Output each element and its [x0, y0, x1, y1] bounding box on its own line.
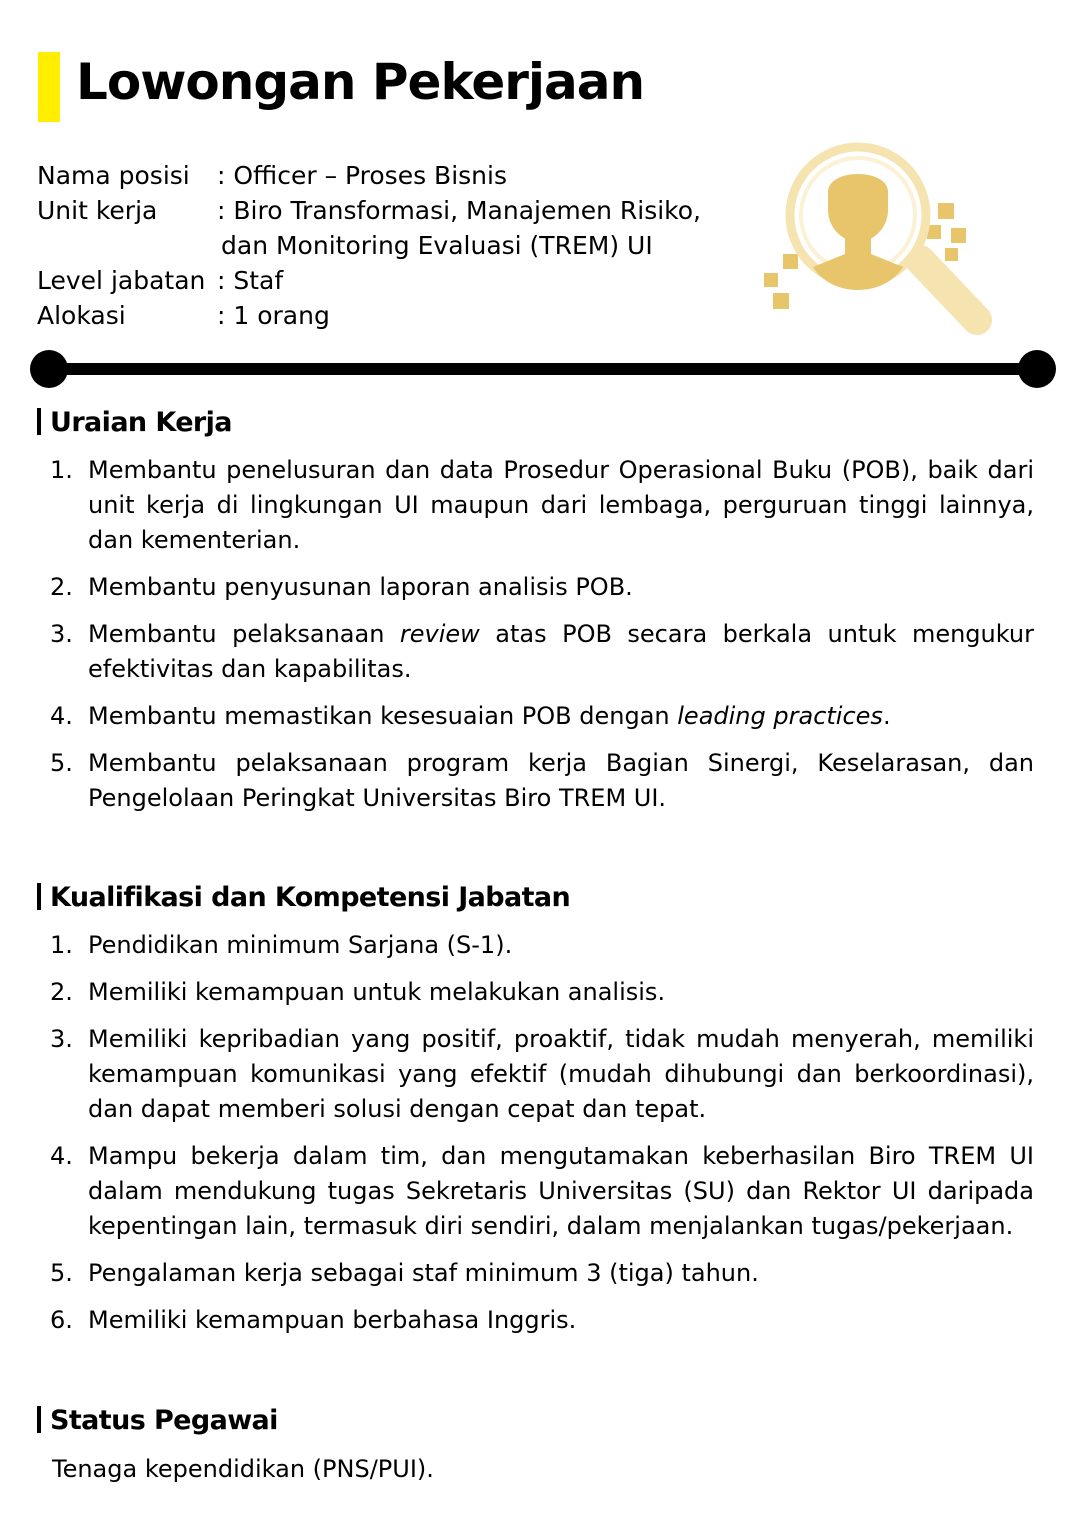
info-label: Level jabatan — [37, 266, 206, 295]
list-number: 4. — [50, 1142, 73, 1170]
list-number: 2. — [50, 573, 73, 601]
section-heading-status — [37, 1403, 278, 1439]
magnifier-handle — [920, 260, 977, 320]
list-item — [50, 1256, 1034, 1291]
text-segment: Membantu memastikan kesesuaian POB dengan — [88, 702, 678, 730]
list-number: 1. — [50, 931, 73, 959]
info-value: : 1 orang — [217, 301, 330, 330]
list-text: Memiliki kemampuan berbahasa Inggris. — [88, 1306, 577, 1334]
info-row-level — [37, 263, 701, 298]
list-text: Memiliki kepribadian yang positif, proaktif, tidak mudah menyerah, memiliki kemampuan komunikasi yang efektif (mudah dihubungi dan berkoordinasi), dan dapat memberi solusi dengan cepat dan tepat. — [88, 1025, 1034, 1123]
text-segment: Membantu pelaksanaan — [88, 620, 400, 648]
text-segment: atas POB secara berkala untuk mengukur efektivitas dan kapabilitas. — [88, 620, 1034, 683]
list-number: 2. — [50, 978, 73, 1006]
info-value-continuation: dan Monitoring Evaluasi (TREM) UI — [221, 231, 653, 260]
info-value: : Biro Transformasi, Manajemen Risiko, — [217, 196, 701, 225]
heading-text: Uraian Kerja — [50, 407, 232, 438]
heading-bar — [37, 883, 41, 910]
list-number: 3. — [50, 620, 73, 648]
heading-text: Status Pegawai — [50, 1405, 278, 1436]
list-text: Membantu pelaksanaan program kerja Bagian Sinergi, Keselarasan, dan Pengelolaan Peringkat Universitas Biro TREM UI. — [88, 749, 1034, 812]
emphasis-text: review — [399, 620, 480, 648]
list-item — [50, 570, 1034, 605]
list-item — [50, 975, 1034, 1010]
divider-dot-left — [30, 350, 68, 388]
list-item — [50, 928, 1034, 963]
text-segment: . — [882, 702, 891, 730]
list-number: 5. — [50, 1259, 73, 1287]
info-row-allocation — [37, 298, 701, 333]
info-row-unit — [37, 193, 701, 263]
list-text — [88, 699, 1034, 734]
list-text: Pendidikan minimum Sarjana (S-1). — [88, 931, 513, 959]
list-text: Pengalaman kerja sebagai staf minimum 3 (tiga) tahun. — [88, 1259, 759, 1287]
magnifier-person-icon — [755, 130, 1005, 345]
list-number: 4. — [50, 702, 73, 730]
section-heading-duties — [37, 405, 232, 441]
title-accent-bar — [38, 52, 60, 122]
heading-text: Kualifikasi dan Kompetensi Jabatan — [50, 882, 571, 913]
list-number: 6. — [50, 1306, 73, 1334]
page-title: Lowongan Pekerjaan — [76, 53, 645, 111]
divider-dot-right — [1018, 350, 1056, 388]
info-value: : Officer – Proses Bisnis — [217, 161, 507, 190]
info-value: : Staf — [217, 266, 284, 295]
list-item — [50, 699, 1034, 734]
list-number: 5. — [50, 749, 73, 777]
info-label: Nama posisi — [37, 161, 190, 190]
heading-bar — [37, 408, 41, 435]
position-info — [37, 158, 701, 333]
list-text: Membantu penelusuran dan data Prosedur Operasional Buku (POB), baik dari unit kerja di lingkungan UI maupun dari lembaga, perguruan tinggi lainnya, dan kementerian. — [88, 456, 1034, 554]
info-label: Unit kerja — [37, 196, 158, 225]
info-row-position — [37, 158, 701, 193]
heading-bar — [37, 1406, 41, 1433]
list-item — [50, 617, 1034, 687]
list-item — [50, 1139, 1034, 1244]
status-text: Tenaga kependidikan (PNS/PUI). — [52, 1455, 434, 1483]
divider-line — [48, 363, 1038, 375]
list-text: Memiliki kemampuan untuk melakukan analisis. — [88, 978, 666, 1006]
info-label: Alokasi — [37, 301, 126, 330]
divider-timeline — [30, 350, 1056, 388]
section-heading-qualifications — [37, 880, 570, 916]
list-item — [50, 453, 1034, 558]
list-number: 1. — [50, 456, 73, 484]
list-item — [50, 1022, 1034, 1127]
list-number: 3. — [50, 1025, 73, 1053]
list-item — [50, 1303, 1034, 1338]
list-item — [50, 746, 1034, 816]
list-text: Membantu penyusunan laporan analisis POB. — [88, 573, 633, 601]
list-text: Mampu bekerja dalam tim, dan mengutamakan keberhasilan Biro TREM UI dalam mendukung tugas Sekretaris Universitas (SU) dan Rektor UI daripada kepentingan lain, termasuk diri sendiri, dalam menjalankan tugas/pekerjaan. — [88, 1142, 1034, 1240]
list-text — [88, 617, 1034, 687]
duties-list — [50, 453, 1034, 828]
qualifications-list — [50, 928, 1034, 1350]
emphasis-text: leading practices — [677, 702, 883, 730]
